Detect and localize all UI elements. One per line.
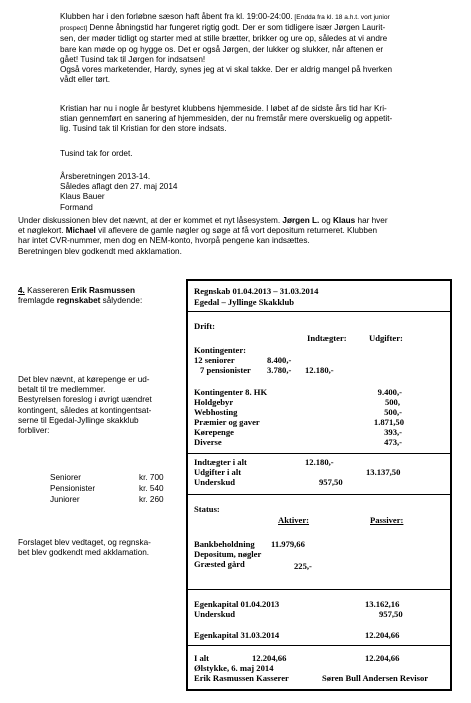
expense-label: Præmier og gaver [194,417,260,427]
title-divider [188,311,450,312]
seniorer-label: 12 seniorer [194,355,235,365]
fee-amount: kr. 540 [139,484,164,493]
graested-label: Græsted gård [194,559,245,569]
deficit-amount: 957,50 [319,477,343,487]
fee-name: Seniorer [50,473,81,482]
expense-total: 13.137,50 [366,467,401,477]
annual-report-text [60,12,460,85]
expense-amount: 500,- [384,407,402,417]
col-liab-header: Passiver: [370,515,404,525]
drift-heading: Drift: [194,321,215,331]
accounts-club: Egedal – Jyllinge Skakklub [194,297,295,307]
expense-label: Kørepenge [194,427,234,437]
signature-auditor: Søren Bull Andersen Revisor [322,673,429,683]
expense-label: Kontingenter 8. HK [194,387,268,397]
equity-end-label: Egenkapital 31.03.2014 [194,630,280,640]
thanks-line: Tusind tak for ordet. [60,149,133,158]
status-heading: Status: [194,504,220,514]
col-assets-header: Aktiver: [278,515,310,525]
col-income-header: Indtægter: [307,333,347,343]
paragraph-website: Kristian har nu i nogle år bestyret klubbens hjemmeside. I løbet af de sidste års tid har Kri- stian gennemført en sanering af hjemmesiden, der nu fremstår mere overskuelig og appetit- lig. Tusind tak til Kristian for den store indsats. [60,104,393,134]
fee-discussion: Det blev nævnt, at kørepenge er ud- betalt til tre medlemmer. Bestyrelsen foreslog i øvrigt uændret kontingent, således at kontingentsat- serne til Egedal-Jyllinge skakklub forbliver: [18,375,152,436]
graested-amount: 225,- [294,561,312,571]
expense-amount: 500, [384,397,400,407]
total-liabilities: 12.204,66 [365,653,400,663]
deficit2-amount: 957,50 [379,609,403,619]
bank-label: Bankbeholdning [194,539,255,549]
expense-amount: 1.871,50 [373,417,404,427]
expense-label: Webhosting [194,407,238,417]
paragraph-opening-hours: Klubben har i den forløbne sæson haft åbent fra kl. 19:00-24:00. [Endda fra kl. 18 a.h.t. vort junior prospect] Denne åbningstid har fungeret rigtig godt. Der er som tidligere især Jørgen Laurit- sen, der møder tidligt og starter med at stille brætter, brikker og ure op, således at vi andre bare kan møde op og hygge os. Det er også Jørgen, der lukker og slukker, når aftenen er gået! Tusind tak til Jørgen for indsatsen! Også vores marketender, Hardy, synes jeg at vi skal takke. Der er aldrig mangel på hverken vådt eller tørt. [60,12,393,85]
seniorer-amount: 8.400,- [267,355,292,365]
pensionister-label: 7 pensionister [200,365,251,375]
total-label: I alt [194,653,210,663]
col-expense-header: Udgifter: [369,333,403,343]
expense-amount: 393,- [384,427,402,437]
deficit-label: Underskud [194,477,236,487]
pensionister-amount: 3.780,- [267,365,292,375]
signature-block: Årsberetningen 2013-14. Således aflagt den 27. maj 2014 Klaus Bauer Formand [60,172,178,212]
equity-divider [188,589,450,590]
expense-total-label: Udgifter i alt [194,467,242,477]
discussion-paragraph: Under diskussionen blev det nævnt, at der er kommet et nyt låsesystem. Jørgen L. og Klaus har hver et nøglekort. Michael vil aflevere de gamle nøgler og søge at få vort depositum returneret. Klubben har intet CVR-nummer, men dog en NEM-konto, hvorpå pengene kan indsættes. Beretningen blev godkendt med akklamation. [18,216,388,256]
equity-start: 13.162,16 [365,599,400,609]
vote-result: Forslaget blev vedtaget, og regnska- bet blev godkendt med akklamation. [18,538,151,558]
expense-amount: 473,- [384,437,402,447]
status-divider [188,494,450,495]
fee-amount: kr. 700 [139,473,164,482]
fee-name: Juniorer [50,495,80,504]
deposit-label: Depositum, nøgler [194,549,262,559]
equity-start-label: Egenkapital 01.04.2013 [194,599,280,609]
expense-label: Holdgebyr [194,397,234,407]
signature-treasurer: Erik Rasmussen Kasserer [194,673,289,683]
totals-divider [188,453,450,454]
expense-amount: 9.400,- [377,387,402,397]
bank-amount: 11.979,66 [271,539,305,549]
accounts-box [186,279,452,691]
kontingenter-total: 12.180,- [305,365,334,375]
total-divider [188,645,450,646]
kontingenter-label: Kontingenter: [194,345,247,355]
total-assets: 12.204,66 [252,653,287,663]
deficit2-label: Underskud [194,609,236,619]
income-total: 12.180,- [305,457,334,467]
income-total-label: Indtægter i alt [194,457,247,467]
fee-amount: kr. 260 [139,495,164,504]
expense-label: Diverse [194,437,222,447]
agenda-item-4: 4. Kassereren Erik Rasmussen fremlagde regnskabet sålydende: [18,286,143,306]
equity-end: 12.204,66 [365,630,400,640]
fee-name: Pensionister [50,484,96,493]
accounts-title: Regnskab 01.04.2013 – 31.03.2014 [194,286,319,296]
place-date: Ølstykke, 6. maj 2014 [194,663,274,673]
